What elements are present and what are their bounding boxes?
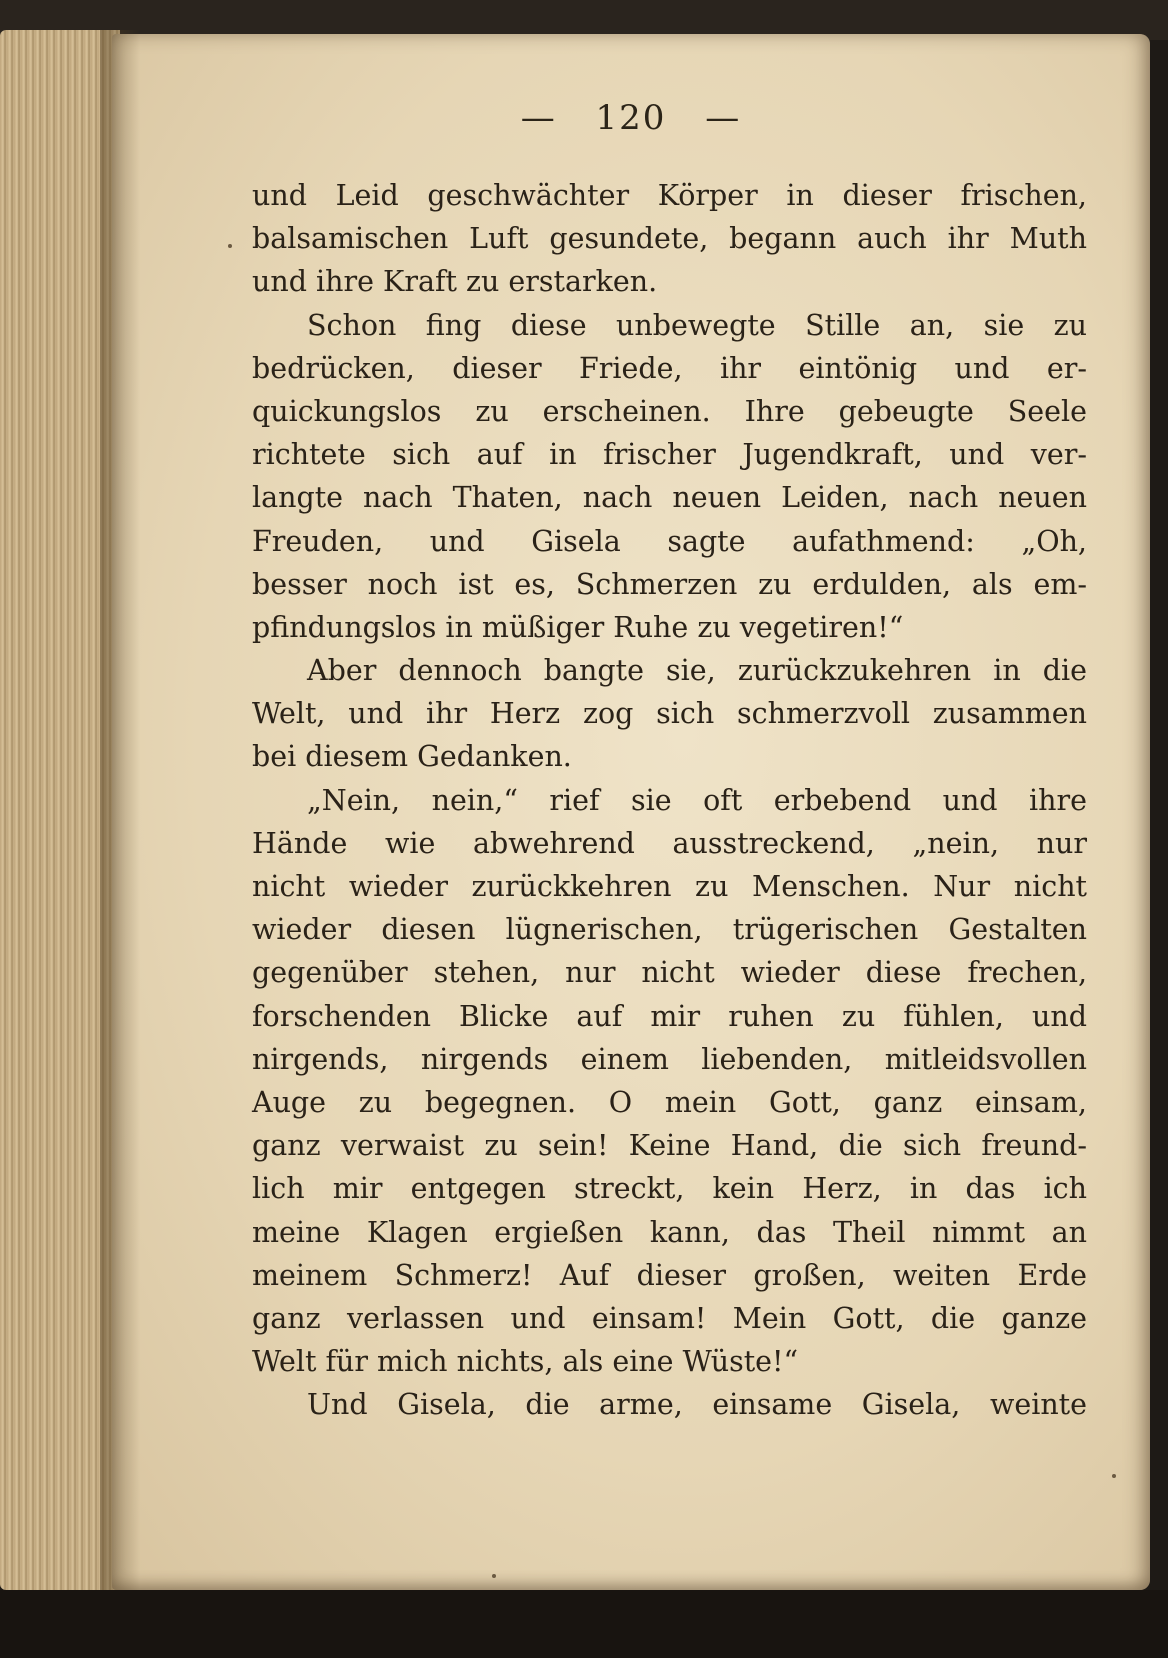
text-line: langte nach Thaten, nach neuen Leiden, nach neuen [252,481,1087,515]
text-line: forschenden Blicke auf mir ruhen zu fühlen, und [252,999,1087,1033]
bottom-shadow [0,1590,1168,1658]
paper-speck [1112,1474,1116,1478]
paper-speck [228,244,232,248]
text-line: balsamischen Luft gesundete, begann auch ihr Muth [252,222,1087,256]
header-dash-right: — [705,98,742,138]
text-line: wieder diesen lügnerischen, trügerischen Gestalten [252,913,1087,947]
text-line: und ihre Kraft zu erstarken. [252,265,658,299]
text-line: gegenüber stehen, nur nicht wieder diese frechen, [252,956,1087,990]
text-line: Hände wie abwehrend ausstreckend, „nein, nur [252,826,1087,860]
page-number: 120 [595,98,667,138]
text-line: ganz verlassen und einsam! Mein Gott, die ganze [252,1301,1087,1335]
text-line: lich mir entgegen streckt, kein Herz, in das ich [252,1172,1087,1206]
text-line: ganz verwaist zu sein! Keine Hand, die sich freund- [252,1129,1087,1163]
text-line: „Nein, nein,“ rief sie oft erbebend und ihre [307,783,1087,817]
text-line: bei diesem Gedanken. [252,740,572,774]
text-line: nirgends, nirgends einem liebenden, mitleidsvollen [252,1042,1087,1076]
text-line: meinem Schmerz! Auf dieser großen, weiten Erde [252,1258,1087,1292]
text-line: Welt, und ihr Herz zog sich schmerzvoll zusammen [252,697,1087,731]
paper-speck [492,1574,496,1578]
text-line: Und Gisela, die arme, einsame Gisela, weinte [307,1388,1087,1422]
text-line: Aber dennoch bangte sie, zurückzukehren in die [307,654,1087,688]
text-line: richtete sich auf in frischer Jugendkraft, und ver- [252,438,1087,472]
text-line: Freuden, und Gisela sagte aufathmend: „Oh, [252,524,1087,558]
page-header [112,98,1150,138]
text-line: meine Klagen ergießen kann, das Theil nimmt an [252,1215,1087,1249]
text-line: quickungslos zu erscheinen. Ihre gebeugte Seele [252,394,1087,428]
text-line: pfindungslos in müßiger Ruhe zu vegetiren!“ [252,610,904,644]
text-line: besser noch ist es, Schmerzen zu erdulden, als em- [252,567,1087,601]
text-line: nicht wieder zurückkehren zu Menschen. Nur nicht [252,870,1087,903]
text-line: bedrücken, dieser Friede, ihr eintönig und er- [252,351,1087,385]
header-dash-left: — [520,98,557,138]
text-line: Auge zu begegnen. O mein Gott, ganz einsam, [252,1085,1087,1119]
page-body-text [252,174,1087,1426]
text-line: Welt für mich nichts, als eine Wüste!“ [252,1345,799,1379]
book-page [112,34,1150,1590]
gutter-shade [100,30,140,1590]
text-line: und Leid geschwächter Körper in dieser frischen, [252,179,1087,212]
text-line: Schon fing diese unbewegte Stille an, sie zu [307,308,1087,342]
